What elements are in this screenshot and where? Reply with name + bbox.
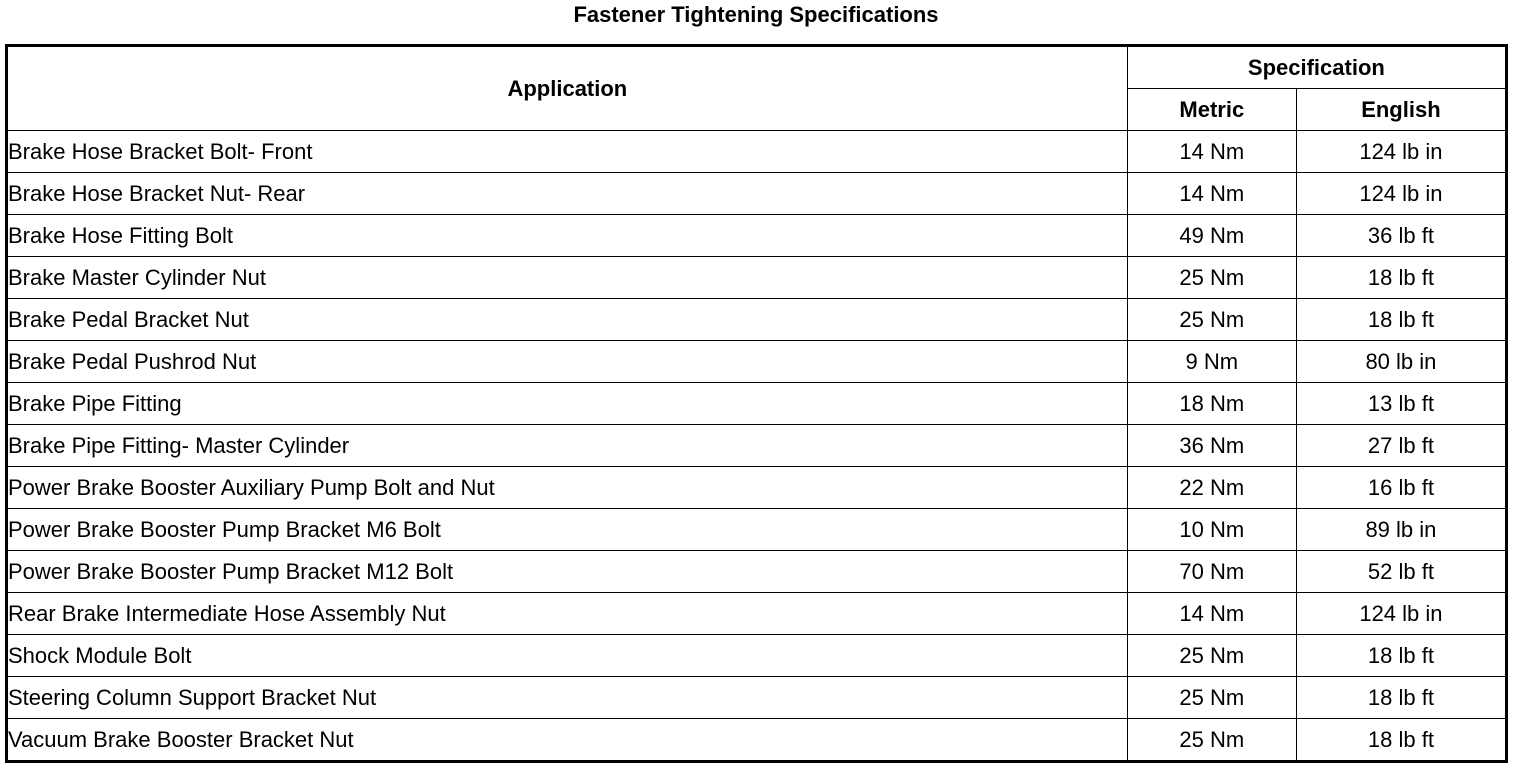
metric-cell: 10 Nm [1127,509,1296,551]
table-row [7,341,1507,383]
application-cell: Brake Hose Bracket Nut- Rear [7,173,1128,215]
application-cell: Brake Pedal Pushrod Nut [7,341,1128,383]
english-cell: 89 lb in [1296,509,1506,551]
metric-cell: 25 Nm [1127,299,1296,341]
english-cell: 36 lb ft [1296,215,1506,257]
application-cell: Steering Column Support Bracket Nut [7,677,1128,719]
table-row [7,593,1507,635]
column-header-application: Application [7,46,1128,131]
metric-cell: 70 Nm [1127,551,1296,593]
english-cell: 18 lb ft [1296,635,1506,677]
table-row [7,131,1507,173]
table-row [7,299,1507,341]
application-cell: Brake Pipe Fitting [7,383,1128,425]
table-row [7,551,1507,593]
metric-cell: 18 Nm [1127,383,1296,425]
metric-cell: 49 Nm [1127,215,1296,257]
application-cell: Brake Hose Fitting Bolt [7,215,1128,257]
english-cell: 27 lb ft [1296,425,1506,467]
table-row [7,719,1507,762]
metric-cell: 25 Nm [1127,719,1296,762]
application-cell: Vacuum Brake Booster Bracket Nut [7,719,1128,762]
english-cell: 124 lb in [1296,593,1506,635]
application-cell: Power Brake Booster Pump Bracket M12 Bolt [7,551,1128,593]
metric-cell: 25 Nm [1127,635,1296,677]
document-title: Fastener Tightening Specifications [573,2,939,27]
application-cell: Brake Pedal Bracket Nut [7,299,1128,341]
english-cell: 52 lb ft [1296,551,1506,593]
application-cell: Power Brake Booster Pump Bracket M6 Bolt [7,509,1128,551]
table-row [7,425,1507,467]
application-cell: Brake Pipe Fitting- Master Cylinder [7,425,1128,467]
metric-cell: 14 Nm [1127,593,1296,635]
english-cell: 13 lb ft [1296,383,1506,425]
table-row [7,173,1507,215]
table-header [7,46,1507,131]
table-row [7,257,1507,299]
application-cell: Rear Brake Intermediate Hose Assembly Nut [7,593,1128,635]
metric-cell: 25 Nm [1127,677,1296,719]
english-cell: 18 lb ft [1296,257,1506,299]
english-cell: 124 lb in [1296,173,1506,215]
application-cell: Brake Hose Bracket Bolt- Front [7,131,1128,173]
table-row [7,635,1507,677]
metric-cell: 14 Nm [1127,131,1296,173]
english-cell: 16 lb ft [1296,467,1506,509]
english-cell: 18 lb ft [1296,719,1506,762]
metric-cell: 9 Nm [1127,341,1296,383]
column-header-metric: Metric [1127,89,1296,131]
column-header-specification: Specification [1127,46,1506,89]
table-row [7,677,1507,719]
metric-cell: 25 Nm [1127,257,1296,299]
table-row [7,383,1507,425]
application-cell: Power Brake Booster Auxiliary Pump Bolt and Nut [7,467,1128,509]
table-row [7,509,1507,551]
application-cell: Brake Master Cylinder Nut [7,257,1128,299]
header-row-1 [7,46,1507,89]
table-body [7,131,1507,762]
english-cell: 18 lb ft [1296,677,1506,719]
metric-cell: 36 Nm [1127,425,1296,467]
metric-cell: 14 Nm [1127,173,1296,215]
metric-cell: 22 Nm [1127,467,1296,509]
english-cell: 18 lb ft [1296,299,1506,341]
english-cell: 80 lb in [1296,341,1506,383]
english-cell: 124 lb in [1296,131,1506,173]
fastener-spec-table [5,44,1508,763]
table-row [7,215,1507,257]
application-cell: Shock Module Bolt [7,635,1128,677]
column-header-english: English [1296,89,1506,131]
table-row [7,467,1507,509]
